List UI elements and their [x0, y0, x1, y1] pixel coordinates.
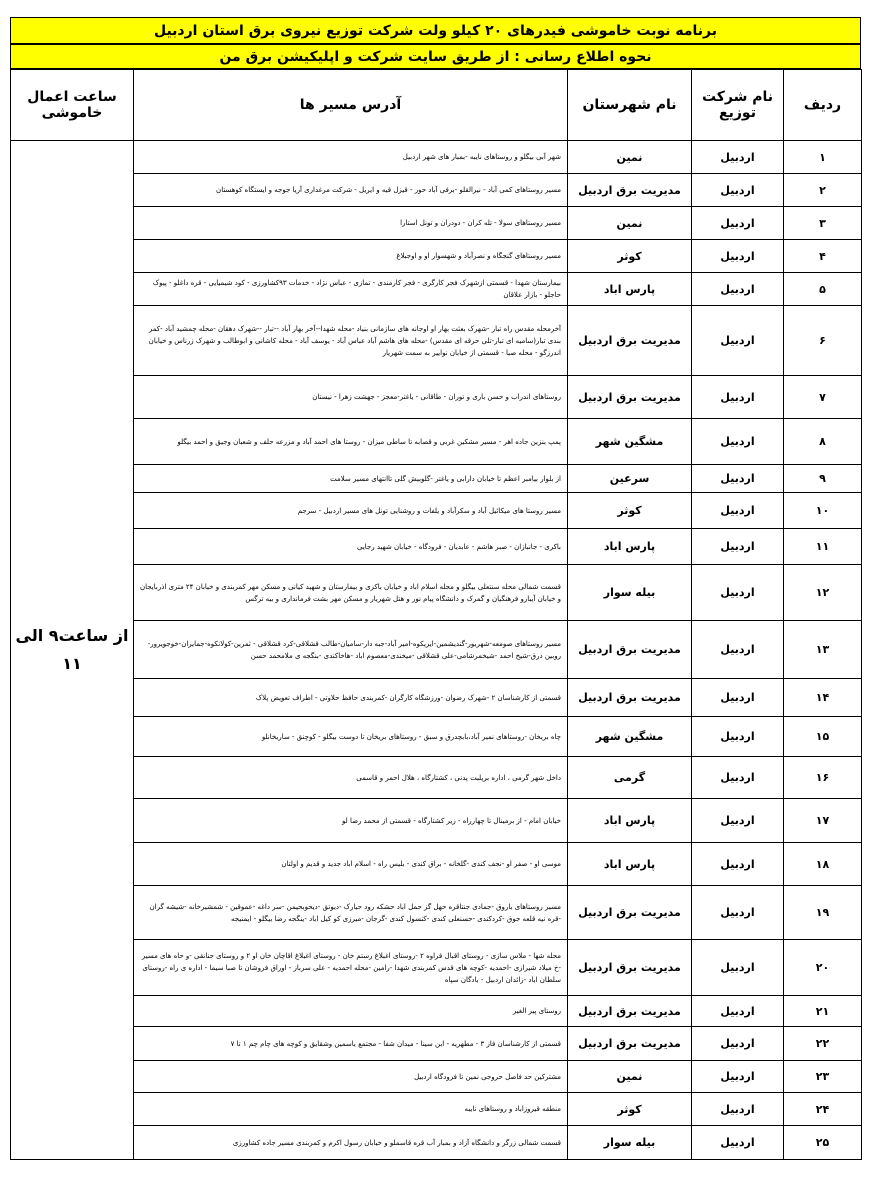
address-cell: شهر آبی بیگلو و روستاهای نایبه -بمبار های شهر اردبیل [134, 141, 568, 174]
table-row [11, 679, 862, 717]
address-cell: باکری - جانبازان - صبر هاشم - عابدیان - فرودگاه - خیابان شهید رجایی [134, 529, 568, 565]
company-cell: اردبیل [692, 621, 784, 679]
col-header-address: آدرس مسیر ها [134, 70, 568, 141]
table-row [11, 799, 862, 843]
city-cell: کوثر [568, 240, 692, 273]
company-cell: اردبیل [692, 1126, 784, 1160]
row-number: ۱۸ [784, 843, 862, 886]
address-cell: قسمت شمالی زرگر و دانشگاه آزاد و بمبار آب قره قاسملو و خیابان رسول اکرم و کمربندی مسیر جاده کشاورزی [134, 1126, 568, 1160]
company-cell: اردبیل [692, 1093, 784, 1126]
company-cell: اردبیل [692, 240, 784, 273]
address-cell: پمپ بنزین جاده اهر - مسیر مشکین غربی و قصابه تا ساطی میزان - روستا های احمد آباد و مزرعه حلف و شعبان وجیق و احمد بیگلو [134, 419, 568, 465]
row-number: ۳ [784, 207, 862, 240]
table-row [11, 240, 862, 273]
address-cell: روستاهای اندراب و حسن باری و توران - طاقانی - یاغتر-معجز - جهشت زهرا - نیستان [134, 376, 568, 419]
company-cell: اردبیل [692, 757, 784, 799]
row-number: ۱۱ [784, 529, 862, 565]
table-row [11, 493, 862, 529]
city-cell: مدیریت برق اردبیل [568, 376, 692, 419]
table-row [11, 1093, 862, 1126]
table-row [11, 843, 862, 886]
city-cell: مدیریت برق اردبیل [568, 886, 692, 940]
row-number: ۲۳ [784, 1061, 862, 1093]
address-cell: موسی او - صفر او -نجف کندی -گلخانه - براق کندی - بلیس راه - اسلام اباد جدید و قدیم و اولتان [134, 843, 568, 886]
city-cell: مدیریت برق اردبیل [568, 621, 692, 679]
city-cell: نمین [568, 141, 692, 174]
table-row [11, 529, 862, 565]
company-cell: اردبیل [692, 174, 784, 207]
table-row [11, 1061, 862, 1093]
address-cell: روستای پیر الغیر [134, 996, 568, 1027]
row-number: ۲۵ [784, 1126, 862, 1160]
row-number: ۲۰ [784, 940, 862, 996]
table-row [11, 273, 862, 306]
row-number: ۲۴ [784, 1093, 862, 1126]
table-row [11, 621, 862, 679]
company-cell: اردبیل [692, 717, 784, 757]
address-cell: خیابان امام - از برمینال تا چهارراه - زیر کشتارگاه - قسمتی از محمد رضا لو [134, 799, 568, 843]
city-cell: کوثر [568, 493, 692, 529]
city-cell: مدیریت برق اردبیل [568, 996, 692, 1027]
address-cell: مشترکین حد فاصل حروجی نمین تا فرودگاه اردبیل [134, 1061, 568, 1093]
city-cell: پارس اباد [568, 799, 692, 843]
address-cell: مسیر روستا های میکائیل آباد و سکرآباد و یلفات و روشنایی تونل های مسیر اردبیل - سرجم [134, 493, 568, 529]
row-number: ۱۷ [784, 799, 862, 843]
table-row [11, 419, 862, 465]
city-cell: سرعین [568, 465, 692, 493]
table-row [11, 717, 862, 757]
table-row [11, 207, 862, 240]
col-header-time: ساعت اعمال خاموشی [11, 70, 134, 141]
address-cell: چاه بریخان -روستاهای نمیر آباد،بابچدرق و سبق - روستاهای بریخان تا دوست بیگلو - کوچنق - ساریخانلو [134, 717, 568, 757]
company-cell: اردبیل [692, 679, 784, 717]
company-cell: اردبیل [692, 141, 784, 174]
row-number: ۱۵ [784, 717, 862, 757]
city-cell: مدیریت برق اردبیل [568, 940, 692, 996]
row-number: ۵ [784, 273, 862, 306]
company-cell: اردبیل [692, 1061, 784, 1093]
company-cell: اردبیل [692, 529, 784, 565]
row-number: ۱۶ [784, 757, 862, 799]
city-cell: گرمی [568, 757, 692, 799]
city-cell: بیله سوار [568, 565, 692, 621]
row-number: ۴ [784, 240, 862, 273]
row-number: ۸ [784, 419, 862, 465]
row-number: ۲۱ [784, 996, 862, 1027]
city-cell: مدیریت برق اردبیل [568, 306, 692, 376]
city-cell: پارس اباد [568, 843, 692, 886]
city-cell: نمین [568, 1061, 692, 1093]
company-cell: اردبیل [692, 306, 784, 376]
city-cell: کوثر [568, 1093, 692, 1126]
address-cell: داخل شهر گرمی ، اداره برپلبت پدنی ، کشتارگاه ، هلال احمر و قاسمی [134, 757, 568, 799]
outage-time-cell: از ساعت۹ الی ۱۱ [11, 141, 134, 1160]
row-number: ۱۳ [784, 621, 862, 679]
address-cell: مسیر روستاهای سولا - تله کران - دودران و تونل استارا [134, 207, 568, 240]
table-row [11, 376, 862, 419]
company-cell: اردبیل [692, 376, 784, 419]
company-cell: اردبیل [692, 843, 784, 886]
address-cell: بیمارستان شهدا - قسمتی ازشهرک فجر کارگری - فجر کارمندی - تمازی - عباس نژاد - خدمات ۹۳کشاورزی - کود شیمیایی - قره داغلو - پیوک حاجلو - بازار علاقان [134, 273, 568, 306]
company-cell: اردبیل [692, 799, 784, 843]
address-cell: قسمت شمالی محله سنتعلی بیگلو و محله اسلام اباد و خیابان باکری و بیمارستان و شهید کیانی و مسکن مهر کمربندی و خیابان ۲۴ متری اذربایجان و خیابان آیبارو فرهنگیان و گمرک و دانشگاه پیام نور و هتل شهریار و مسکن مهر بشت فرمانداری و بیه ترگس [134, 565, 568, 621]
row-number: ۷ [784, 376, 862, 419]
company-cell: اردبیل [692, 886, 784, 940]
notification-method: نحوه اطلاع رسانی : از طریق سایت شرکت و اپلیکیشن برق من [10, 44, 861, 69]
address-cell: مسیر روستاهای باروق -جمادی جنتاقره حهل گز حمل اباد حشکه رود حیارک -دیوتق -دیحوبحیمن -سر داغه -عموقین - شمشیرخانه -شیشه گران -قره نیه قلعه جوق -کردکندی -حسنعلی کندی -کنسول کندی -گرجان -میرزی کو کیل اباد -ینگجه رضا بیگلو - ایمنیجه [134, 886, 568, 940]
table-row [11, 306, 862, 376]
address-cell: مسیر روستاهای گنجگاه و نصرآباد و شهسوار او و اوجبلاغ [134, 240, 568, 273]
table-row [11, 996, 862, 1027]
city-cell: مشگین شهر [568, 717, 692, 757]
company-cell: اردبیل [692, 273, 784, 306]
city-cell: نمین [568, 207, 692, 240]
table-row [11, 886, 862, 940]
table-row [11, 141, 862, 174]
city-cell: مشگین شهر [568, 419, 692, 465]
address-cell: از بلوار بیامبر اعظم تا خیابان دارابی و یاغتر -گلوبیش گلی تاانتهای مسیر سلامت [134, 465, 568, 493]
row-number: ۱۰ [784, 493, 862, 529]
company-cell: اردبیل [692, 493, 784, 529]
address-cell: قسمتی از کارشناسان ۲ -شهرک رضوان -ورزشگاه کارگران -کمربندی حافظ حلاوتی - اطراف تعویض پلاک [134, 679, 568, 717]
table-row [11, 174, 862, 207]
col-header-city: نام شهرستان [568, 70, 692, 141]
table-header-row [11, 70, 862, 141]
city-cell: پارس اباد [568, 529, 692, 565]
company-cell: اردبیل [692, 565, 784, 621]
row-number: ۹ [784, 465, 862, 493]
table-row [11, 565, 862, 621]
city-cell: مدیریت برق اردبیل [568, 679, 692, 717]
company-cell: اردبیل [692, 940, 784, 996]
company-cell: اردبیل [692, 465, 784, 493]
col-header-row: ردیف [784, 70, 862, 141]
company-cell: اردبیل [692, 419, 784, 465]
row-number: ۱۲ [784, 565, 862, 621]
row-number: ۱۹ [784, 886, 862, 940]
address-cell: مسیر روستاهای کمی آباد - نیرالقلو -برفی آباد حور - قیزل قیه و ایریل - شرکت مرغداری آریا جوجه و ایستگاه کوهستان [134, 174, 568, 207]
row-number: ۲ [784, 174, 862, 207]
address-cell: محله شها - ملاس سازی - روستای اقبال قراوه ۲ -روستای اغبلاغ رستم خان - روستای اغبلاغ اقاچان خان او ۲ و روستای حنانقی -و حاه های مسیر -خ میلاد شیرازی -احمدیه -کوچه های قدس کمربندی شهدا -رامین -محله احمدیه - علی سرباز - اوراق فروشان تا صبا سیما - اداره ی راه -روستای سلطان اباد -زائدان اردبیل - بادگان سپاه [134, 940, 568, 996]
city-cell: بیله سوار [568, 1126, 692, 1160]
outage-schedule-table [10, 69, 862, 1160]
table-row [11, 1126, 862, 1160]
row-number: ۱ [784, 141, 862, 174]
company-cell: اردبیل [692, 207, 784, 240]
company-cell: اردبیل [692, 996, 784, 1027]
city-cell: مدیریت برق اردبیل [568, 1027, 692, 1061]
table-row [11, 757, 862, 799]
row-number: ۶ [784, 306, 862, 376]
row-number: ۲۲ [784, 1027, 862, 1061]
address-cell: منطقه قیروزاباد و روستاهای نایبه [134, 1093, 568, 1126]
address-cell: مسیر روستاهای صومعه-شهریور-گندیشمین-ایریکوه-امیر آباد-جبه دار-سامیان-طالب قشلاقی-کرد قشلاقی - ثمرین-کولانکوه-جمایران-خوجویرور-روبین درق-شیخ احمد -شیخمرشامی-علی قشلاقی -میخندی-معصوم اباد -هاخاکندی -بنگجه ی ملامحمد حسن [134, 621, 568, 679]
table-row [11, 465, 862, 493]
city-cell: پارس اباد [568, 273, 692, 306]
page-title: برنامه نوبت خاموشی فیدرهای ۲۰ کیلو ولت شرکت توزیع نیروی برق استان اردبیل [10, 17, 861, 44]
company-cell: اردبیل [692, 1027, 784, 1061]
table-body [11, 141, 862, 1160]
city-cell: مدیریت برق اردبیل [568, 174, 692, 207]
row-number: ۱۴ [784, 679, 862, 717]
address-cell: قسمتی از کارشناسان فاز ۳ - مطهریه - ابن سینا - میدان شفا - مجتمع یاسمین وشقایق و کوچه های چام چم ۱ تا ۷ [134, 1027, 568, 1061]
table-row [11, 1027, 862, 1061]
col-header-company: نام شرکت توزیع [692, 70, 784, 141]
address-cell: آخرمحله مقدس راه تبار -شهرک بعثت بهار او اوجانه های سازمانی بنیاد -محله شهدا--آخر بهار آباد --تبار --شهرک دهقان -محله چمشید آباد -کمر بندی تبار(سامیه ای تبار-تلی حرقه ای مقدس) -محله های هاشم آباد عباس آباد - یوسف آباد - محله کاشانی و ابوطالب و شهرک زرناس و خیابان اندرزگو - محله صبا - قسمتی از خیابان نواییر به سمت شهریار [134, 306, 568, 376]
table-row [11, 940, 862, 996]
